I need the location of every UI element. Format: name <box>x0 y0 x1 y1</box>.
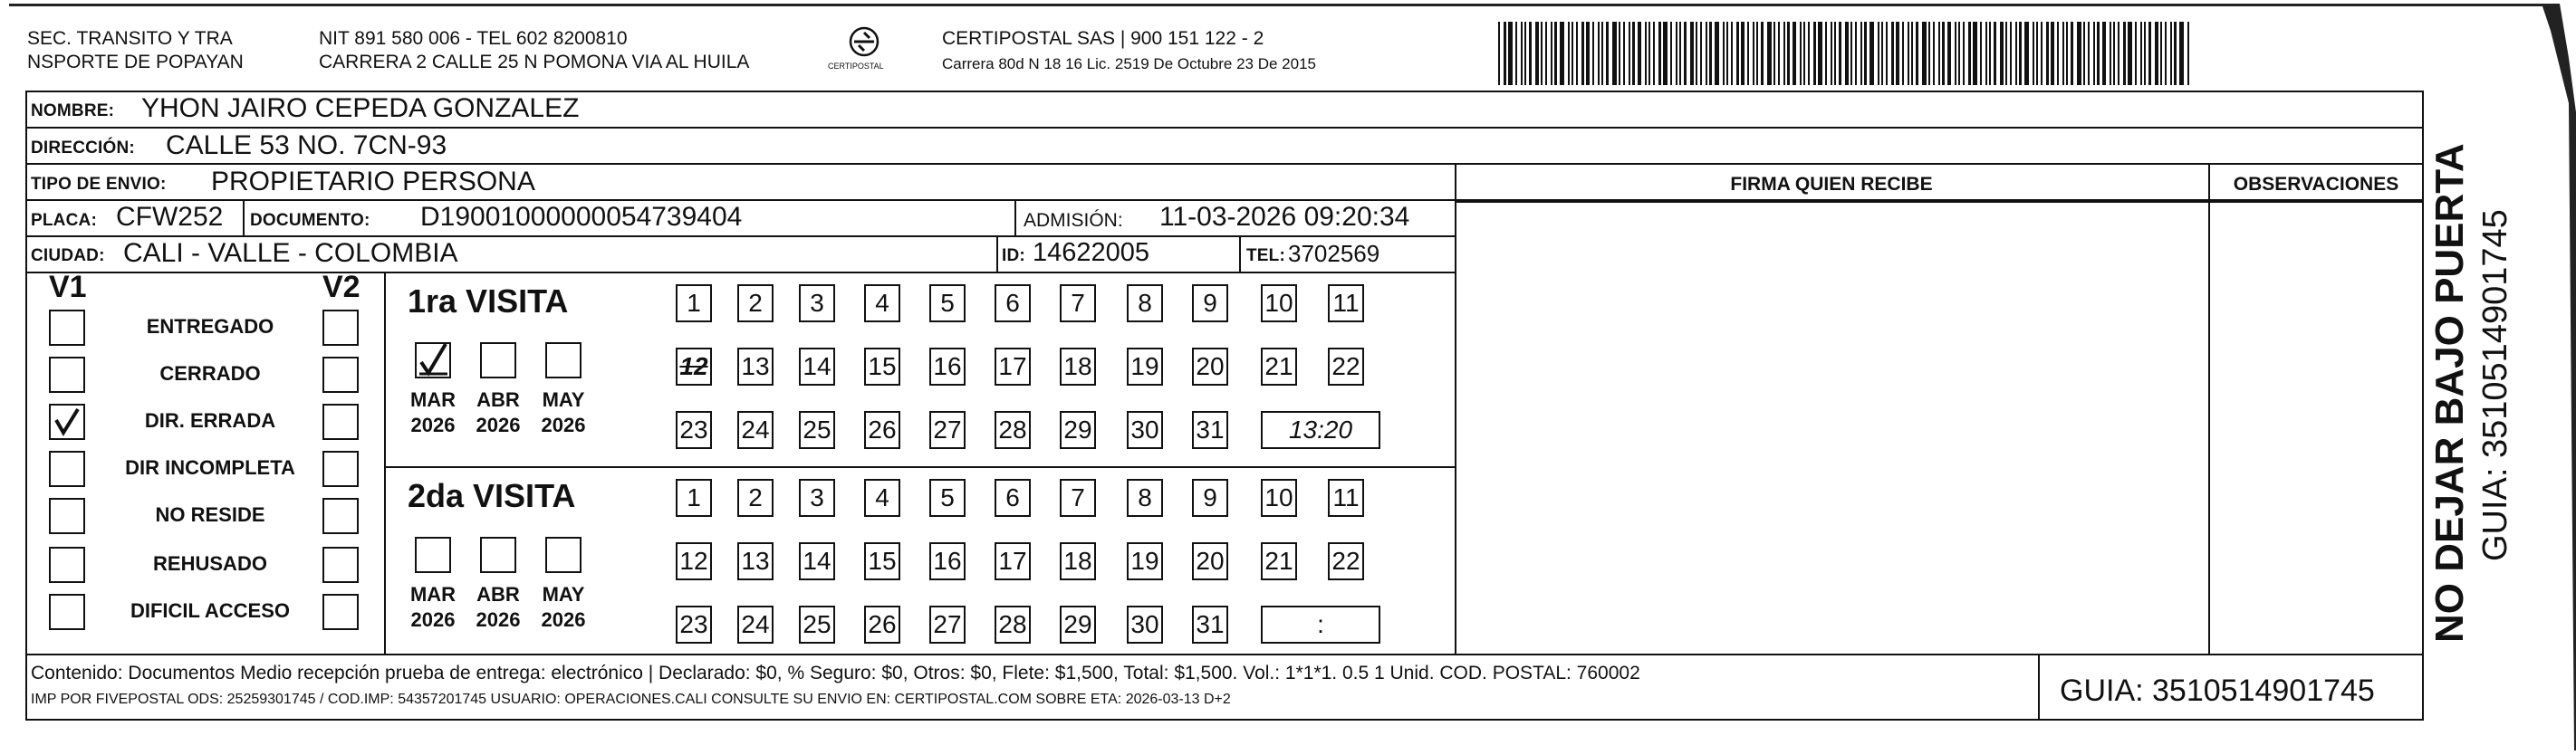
day-box[interactable]: 29 <box>1060 411 1096 449</box>
status-label: ENTREGADO <box>146 315 274 338</box>
barcode-bar <box>1958 22 1960 85</box>
barcode-bar <box>2110 22 2111 85</box>
barcode-bar <box>1586 22 1590 85</box>
status-v2-checkbox[interactable] <box>322 357 359 393</box>
barcode-bar <box>1908 22 1909 85</box>
barcode-bar <box>1684 22 1687 85</box>
certipostal-logo <box>826 22 926 76</box>
barcode-bar <box>1623 22 1625 85</box>
status-v1-checkbox[interactable] <box>49 547 85 583</box>
barcode-bar <box>1706 22 1707 85</box>
barcode-bar <box>1709 22 1712 85</box>
day-box[interactable]: 18 <box>1060 348 1096 386</box>
day-box[interactable]: 24 <box>737 606 774 644</box>
barcode-bar <box>1834 22 1836 85</box>
day-box[interactable]: 22 <box>1328 348 1364 386</box>
day-box[interactable]: 14 <box>799 348 835 386</box>
id-divider <box>996 235 998 272</box>
barcode-bar <box>1860 22 1862 85</box>
barcode-bar <box>1658 22 1661 85</box>
day-box[interactable]: 10 <box>1261 479 1297 517</box>
barcode-bar <box>1942 22 1945 85</box>
barcode-bar <box>1601 22 1603 85</box>
barcode-bar <box>2123 22 2126 85</box>
day-box[interactable]: 27 <box>929 411 966 449</box>
barcode-bar <box>1850 22 1852 85</box>
barcode-bar <box>2062 22 2064 85</box>
month-label: ABR 2026 <box>476 583 521 631</box>
barcode-bar <box>1831 22 1832 85</box>
documento-value: D19001000000054739404 <box>420 202 743 232</box>
day-box[interactable]: 10 <box>1261 284 1297 322</box>
barcode-bar <box>1761 22 1764 85</box>
barcode-bar <box>1787 22 1790 85</box>
barcode-bar <box>1648 22 1650 85</box>
sender-address: CARRERA 2 CALLE 25 N POMONA VIA AL HUILA <box>319 52 750 72</box>
day-box[interactable]: 31 <box>1192 606 1228 644</box>
barcode-bar <box>2165 22 2167 85</box>
day-box[interactable]: 13 <box>737 542 774 580</box>
barcode-bar <box>1886 22 1888 85</box>
company-line: CERTIPOSTAL SAS | 900 151 122 - 2 <box>942 28 1264 49</box>
barcode-bar <box>1726 22 1728 85</box>
nombre-label: NOMBRE: <box>31 101 115 120</box>
barcode-bar <box>1813 22 1816 85</box>
admision-value: 11-03-2026 09:20:34 <box>1159 202 1410 232</box>
month-checkbox[interactable] <box>545 537 582 573</box>
firma-header-line <box>1455 201 2424 203</box>
footer-contenido: Contenido: Documentos Medio recepción prueba de entrega: electrónico | Declarado: $0, % Seguro: $0, Otros: $0, Flete: $1,500, Total: $1,500. Vol.: 1*1*1. 0.5 1 Unid. COD. POSTAL: 760002 <box>31 663 1640 683</box>
day-box[interactable]: 20 <box>1192 542 1228 580</box>
status-v2-checkbox[interactable] <box>322 451 359 487</box>
barcode-bar <box>1606 22 1609 85</box>
barcode-bar <box>1756 22 1758 85</box>
barcode-bar <box>1679 22 1681 85</box>
v1-header: V1 <box>49 270 87 304</box>
firma-left-border <box>1455 165 1456 654</box>
barcode-bar <box>2088 22 2090 85</box>
day-box[interactable]: 21 <box>1261 348 1297 386</box>
status-v1-checkbox[interactable] <box>49 310 85 346</box>
day-box[interactable]: 11 <box>1328 284 1364 322</box>
barcode-bar <box>2066 22 2068 85</box>
status-label: CERRADO <box>159 362 261 385</box>
barcode-bar <box>1878 22 1879 85</box>
barcode-bar <box>2071 22 2073 85</box>
month-checkbox[interactable] <box>545 342 582 378</box>
admision-divider <box>1014 201 1016 235</box>
barcode-bar <box>1938 22 1940 85</box>
placa-divider <box>243 201 245 235</box>
barcode-bar <box>1551 22 1552 85</box>
day-box[interactable]: 26 <box>864 606 900 644</box>
barcode-bar <box>1911 22 1913 85</box>
day-box[interactable]: 26 <box>864 411 900 449</box>
barcode <box>1496 22 2194 87</box>
month-checkbox[interactable] <box>415 537 451 573</box>
day-box[interactable]: 27 <box>929 606 966 644</box>
month-checkbox[interactable] <box>480 537 516 573</box>
day-box[interactable]: 29 <box>1060 606 1096 644</box>
barcode-bar <box>2057 22 2059 85</box>
barcode-bar <box>2174 22 2177 85</box>
barcode-bar <box>2118 22 2119 85</box>
month-label: ABR 2026 <box>476 388 521 436</box>
day-box[interactable]: 5 <box>929 284 966 322</box>
day-box[interactable]: 7 <box>1060 479 1096 517</box>
obs-left-border <box>2208 165 2210 654</box>
barcode-bar <box>1778 22 1780 85</box>
barcode-bar <box>2036 22 2038 85</box>
row-direccion <box>25 129 2424 165</box>
status-label: NO RESIDE <box>155 503 265 526</box>
visit-title: 2da VISITA <box>408 477 576 514</box>
id-label: ID: <box>1002 246 1025 265</box>
barcode-bar <box>1989 22 1991 85</box>
barcode-bar <box>2041 22 2043 85</box>
barcode-bar <box>2170 22 2172 85</box>
barcode-bar <box>2135 22 2137 85</box>
footer-top-line <box>25 654 2424 655</box>
barcode-bar <box>1529 22 1532 85</box>
visit-separator <box>384 466 1456 468</box>
barcode-bar <box>1741 22 1745 85</box>
id-value: 14622005 <box>1033 238 1150 267</box>
month-label: MAR 2026 <box>409 583 457 631</box>
barcode-bar <box>1747 22 1749 85</box>
footer-guia-divider <box>2038 654 2040 721</box>
barcode-bar <box>1793 22 1796 85</box>
time-box[interactable]: 13:20 <box>1261 411 1380 449</box>
direccion-label: DIRECCIÓN: <box>31 139 135 158</box>
day-box[interactable]: 4 <box>864 479 900 517</box>
barcode-bar <box>1896 22 1899 85</box>
barcode-bar <box>2033 22 2034 85</box>
barcode-bar <box>1855 22 1857 85</box>
barcode-bar <box>2005 22 2007 85</box>
month-checkbox[interactable] <box>480 342 516 378</box>
tel-label: TEL: <box>1246 246 1286 265</box>
v2-header: V2 <box>322 270 360 304</box>
status-v2-checkbox[interactable] <box>322 594 359 630</box>
day-box[interactable]: 18 <box>1060 542 1096 580</box>
time-box[interactable]: : <box>1261 606 1380 644</box>
barcode-bar <box>2019 22 2022 85</box>
row-nombre <box>25 91 2424 129</box>
barcode-bar <box>2187 22 2189 85</box>
barcode-bar <box>1632 22 1635 85</box>
firma-header: FIRMA QUIEN RECIBE <box>1730 174 1933 195</box>
barcode-bar <box>1985 22 1987 85</box>
barcode-bar <box>1576 22 1578 85</box>
day-box[interactable]: 25 <box>799 411 835 449</box>
barcode-bar <box>1572 22 1573 85</box>
barcode-bar <box>2077 22 2081 85</box>
barcode-bar <box>1731 22 1733 85</box>
day-box[interactable]: 17 <box>995 348 1031 386</box>
month-label: MAR 2026 <box>409 388 457 436</box>
barcode-bar <box>2144 22 2146 85</box>
status-v1-checkbox[interactable] <box>49 357 85 393</box>
barcode-bar <box>1963 22 1965 85</box>
tel-value: 3702569 <box>1288 240 1380 267</box>
barcode-bar <box>1535 22 1539 85</box>
sender-name-line1: SEC. TRANSITO Y TRA <box>27 28 233 49</box>
day-box[interactable]: 15 <box>864 348 900 386</box>
day-box[interactable]: 21 <box>1261 542 1297 580</box>
barcode-bar <box>1968 22 1971 85</box>
barcode-bar <box>1955 22 1956 85</box>
barcode-bar <box>2046 22 2049 85</box>
placa-value: CFW252 <box>116 202 224 232</box>
status-label: DIFICIL ACCESO <box>130 599 290 622</box>
svg-text:CERTIPOSTAL: CERTIPOSTAL <box>828 62 884 71</box>
barcode-bar <box>1598 22 1600 85</box>
barcode-bar <box>1803 22 1805 85</box>
barcode-bar <box>1504 22 1506 85</box>
barcode-bar <box>1700 22 1702 85</box>
day-box[interactable]: 12 <box>676 348 712 386</box>
sender-nit: NIT 891 580 006 - TEL 602 8200810 <box>319 28 628 49</box>
barcode-bar <box>1676 22 1677 85</box>
day-box[interactable]: 6 <box>995 284 1031 322</box>
day-box[interactable]: 9 <box>1192 479 1228 517</box>
ciudad-label: CIUDAD: <box>31 246 105 265</box>
barcode-bar <box>2140 22 2142 85</box>
scan-top-edge <box>9 4 2545 6</box>
status-label: DIR. ERRADA <box>144 409 276 432</box>
barcode-bar <box>2000 22 2004 85</box>
visit-left-border <box>384 272 386 654</box>
barcode-bar <box>2093 22 2095 85</box>
barcode-bar <box>2024 22 2029 85</box>
status-v1-checkbox[interactable] <box>49 451 85 487</box>
barcode-bar <box>1980 22 1982 85</box>
day-box[interactable]: 3 <box>799 479 835 517</box>
day-box[interactable]: 16 <box>929 348 966 386</box>
status-v2-checkbox[interactable] <box>322 404 359 440</box>
row-placa-bottom <box>25 235 1456 237</box>
barcode-bar <box>1753 22 1754 85</box>
placa-label: PLACA: <box>31 211 97 230</box>
documento-label: DOCUMENTO: <box>250 211 370 230</box>
barcode-bar <box>1723 22 1725 85</box>
day-box[interactable]: 11 <box>1328 479 1364 517</box>
barcode-bar <box>1592 22 1594 85</box>
day-box[interactable]: 31 <box>1192 411 1228 449</box>
day-box[interactable]: 3 <box>799 284 835 322</box>
barcode-bar <box>1508 22 1513 85</box>
barcode-bar <box>1839 22 1841 85</box>
barcode-bar <box>1783 22 1785 85</box>
row-ciudad-bottom <box>25 272 1456 273</box>
day-box[interactable]: 24 <box>737 411 774 449</box>
day-box[interactable]: 23 <box>676 606 712 644</box>
status-v2-checkbox[interactable] <box>322 310 359 346</box>
barcode-bar <box>2015 22 2017 85</box>
barcode-bar <box>2097 22 2100 85</box>
barcode-bar <box>1715 22 1719 85</box>
barcode-bar <box>1653 22 1655 85</box>
status-v1-checkbox[interactable] <box>49 498 85 534</box>
day-box[interactable]: 4 <box>864 284 900 322</box>
barcode-bar <box>1545 22 1547 85</box>
day-box[interactable]: 25 <box>799 606 835 644</box>
barcode-bar <box>1560 22 1564 85</box>
day-box[interactable]: 16 <box>929 542 966 580</box>
ciudad-value: CALI - VALLE - COLOMBIA <box>123 238 458 268</box>
barcode-bar <box>1864 22 1867 85</box>
month-label: MAY 2026 <box>541 583 586 631</box>
day-box[interactable]: 19 <box>1127 348 1163 386</box>
barcode-bar <box>1845 22 1849 85</box>
barcode-bar <box>1773 22 1775 85</box>
month-checkbox[interactable] <box>415 342 451 378</box>
day-box[interactable]: 15 <box>864 542 900 580</box>
barcode-bar <box>2102 22 2106 85</box>
barcode-bar <box>1568 22 1570 85</box>
barcode-bar <box>1581 22 1584 85</box>
barcode-bar <box>1554 22 1557 85</box>
barcode-bar <box>1902 22 1904 85</box>
barcode-bar <box>1524 22 1526 85</box>
day-box[interactable]: 28 <box>995 411 1031 449</box>
status-v2-checkbox[interactable] <box>322 547 359 583</box>
admision-label: ADMISIÓN: <box>1024 210 1123 231</box>
barcode-bar <box>2148 22 2151 85</box>
barcode-bar <box>1825 22 1827 85</box>
day-box[interactable]: 8 <box>1127 479 1163 517</box>
barcode-bar <box>1922 22 1927 85</box>
barcode-bar <box>1947 22 1951 85</box>
barcode-bar <box>1736 22 1739 85</box>
barcode-bar <box>1541 22 1543 85</box>
nombre-value: YHON JAIRO CEPEDA GONZALEZ <box>141 93 580 123</box>
barcode-bar <box>2051 22 2054 85</box>
day-box[interactable]: 8 <box>1127 284 1163 322</box>
day-box[interactable]: 22 <box>1328 542 1364 580</box>
day-box[interactable]: 19 <box>1127 542 1163 580</box>
day-box[interactable]: 30 <box>1127 411 1163 449</box>
barcode-bar <box>1638 22 1641 85</box>
sender-name-line2: NSPORTE DE POPAYAN <box>27 52 244 72</box>
no-dejar-bajo-puerta: NO DEJAR BAJO PUERTA <box>2427 143 2472 643</box>
day-box[interactable]: 2 <box>737 479 774 517</box>
tipo-label: TIPO DE ENVIO: <box>31 175 167 194</box>
barcode-bar <box>2113 22 2115 85</box>
day-box[interactable]: 9 <box>1192 284 1228 322</box>
barcode-bar <box>1498 22 1500 85</box>
barcode-bar <box>2128 22 2132 85</box>
day-box[interactable]: 13 <box>737 348 774 386</box>
day-box[interactable]: 2 <box>737 284 774 322</box>
day-box[interactable]: 7 <box>1060 284 1096 322</box>
barcode-bar <box>1994 22 1996 85</box>
tipo-value: PROPIETARIO PERSONA <box>211 167 535 196</box>
barcode-bar <box>2083 22 2085 85</box>
barcode-bar <box>1818 22 1822 85</box>
barcode-bar <box>1800 22 1802 85</box>
month-label: MAY 2026 <box>541 388 586 436</box>
barcode-bar <box>1808 22 1810 85</box>
barcode-bar <box>2155 22 2158 85</box>
barcode-bar <box>1916 22 1918 85</box>
barcode-bar <box>1670 22 1672 85</box>
barcode-bar <box>1663 22 1668 85</box>
day-box[interactable]: 1 <box>676 479 712 517</box>
barcode-bar <box>1870 22 1874 85</box>
direccion-value: CALLE 53 NO. 7CN-93 <box>166 130 447 160</box>
status-v1-checkbox[interactable] <box>49 404 85 440</box>
day-box[interactable]: 6 <box>995 479 1031 517</box>
barcode-bar <box>2010 22 2012 85</box>
barcode-bar <box>1690 22 1694 85</box>
barcode-bar <box>1767 22 1772 85</box>
day-box[interactable]: 28 <box>995 606 1031 644</box>
day-box[interactable]: 23 <box>676 411 712 449</box>
observaciones-header: OBSERVACIONES <box>2233 174 2399 195</box>
footer-guia: GUIA: 3510514901745 <box>2060 674 2375 708</box>
barcode-bar <box>1645 22 1647 85</box>
status-label: REHUSADO <box>153 552 267 575</box>
day-box[interactable]: 20 <box>1192 348 1228 386</box>
barcode-bar <box>1629 22 1630 85</box>
day-box[interactable]: 17 <box>995 542 1031 580</box>
day-box[interactable]: 14 <box>799 542 835 580</box>
day-box[interactable]: 5 <box>929 479 966 517</box>
barcode-bar <box>1696 22 1697 85</box>
barcode-bar <box>1928 22 1930 85</box>
day-box[interactable]: 12 <box>676 542 712 580</box>
scan-right-edge <box>2542 4 2576 750</box>
visit-title: 1ra VISITA <box>408 282 569 320</box>
barcode-bar <box>2179 22 2184 85</box>
barcode-bar <box>1515 22 1517 85</box>
barcode-bar <box>1619 22 1620 85</box>
barcode-bar <box>2160 22 2162 85</box>
side-guia: GUIA: 3510514901745 <box>2476 209 2514 561</box>
barcode-bar <box>1933 22 1935 85</box>
license-line: Carrera 80d N 18 16 Lic. 2519 De Octubre 23 De 2015 <box>942 55 1316 72</box>
day-box[interactable]: 30 <box>1127 606 1163 644</box>
barcode-bar <box>1521 22 1523 85</box>
barcode-bar <box>1881 22 1883 85</box>
footer-imp: IMP POR FIVEPOSTAL ODS: 25259301745 / COD.IMP: 54357201745 USUARIO: OPERACIONES.CALI CONSULTE SU ENVIO EN: CERTIPOSTAL.COM SOBRE ETA: 2026-03-13 D+2 <box>31 692 1231 707</box>
status-v2-checkbox[interactable] <box>322 498 359 534</box>
status-v1-checkbox[interactable] <box>49 594 85 630</box>
barcode-bar <box>1891 22 1894 85</box>
barcode-bar <box>1973 22 1977 85</box>
tel-divider <box>1239 235 1241 272</box>
day-box[interactable]: 1 <box>676 284 712 322</box>
status-label: DIR INCOMPLETA <box>125 456 295 479</box>
barcode-bar <box>1612 22 1617 85</box>
